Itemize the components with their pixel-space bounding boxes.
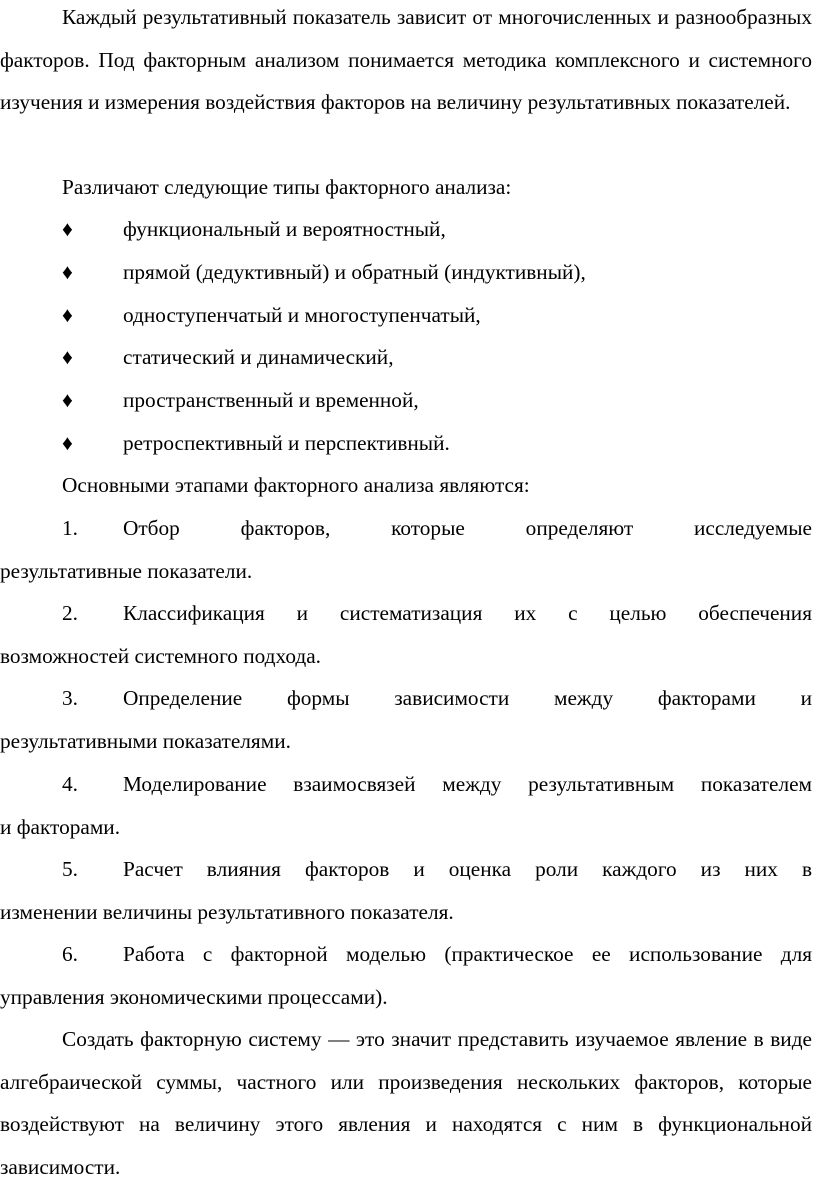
step-text-first-line: Классификация и систематизация их с целью обеспечения [123, 601, 812, 625]
step-text-first-line: Работа с факторной моделью (практическое ее использование для [123, 942, 812, 966]
diamond-bullet-icon: ♦ [62, 260, 73, 284]
list-item [0, 379, 812, 422]
list-item-text: одноступенчатый и многоступенчатый, [123, 303, 481, 327]
diamond-bullet-icon: ♦ [62, 303, 73, 327]
step-number: 4. [62, 772, 78, 796]
step-number: 5. [62, 857, 78, 881]
step-text-continuation: результативные показатели. [0, 558, 253, 583]
list-item-text: пространственный и временной, [123, 388, 419, 412]
step-text-first-line: Отбор факторов, которые определяют исследуемые [123, 516, 812, 540]
numbered-step [0, 933, 812, 1018]
numbered-step [0, 677, 812, 762]
diamond-bullet-icon: ♦ [62, 217, 73, 241]
conclusion-paragraph: Создать факторную систему — это значит представить изучаемое явление в виде алгебраической суммы, частного или произведения нескольких факторов, которые воздействуют на величину этого явления и находятся с ним в функциональной зависимости. [0, 1027, 812, 1180]
numbered-step [0, 507, 812, 592]
numbered-step [0, 592, 812, 677]
list-item [0, 422, 812, 465]
list-item [0, 336, 812, 379]
list-item [0, 208, 812, 251]
step-number: 3. [62, 686, 78, 710]
step-text-first-line: Моделирование взаимосвязей между результативным показателем [123, 772, 812, 796]
step-text-continuation: возможностей системного подхода. [0, 643, 322, 668]
step-text-first-line: Определение формы зависимости между факторами и [123, 686, 812, 710]
step-number: 6. [62, 942, 78, 966]
list-item-text: статический и динамический, [123, 345, 394, 369]
step-number: 2. [62, 601, 78, 625]
diamond-bullet-icon: ♦ [62, 345, 73, 369]
types-heading: Различают следующие типы факторного анализа: [62, 175, 512, 199]
step-text-continuation: изменении величины результативного показателя. [0, 899, 454, 924]
step-text-continuation: результативными показателями. [0, 728, 291, 753]
step-text-continuation: и факторами. [0, 814, 121, 839]
list-item [0, 294, 812, 337]
intro-paragraph: Каждый результативный показатель зависит от многочисленных и разнообразных факторов. Под факторным анализом понимается методика комплексного и системного изучения и измерения воздействия факторов на величину результативных показателей. [0, 5, 812, 115]
list-item-text: ретроспективный и перспективный. [123, 431, 450, 455]
step-text-first-line: Расчет влияния факторов и оценка роли каждого из них в [123, 857, 812, 881]
diamond-bullet-icon: ♦ [62, 431, 73, 455]
step-text-continuation: управления экономическими процессами). [0, 984, 388, 1009]
list-item-text: функциональный и вероятностный, [123, 217, 446, 241]
list-item-text: прямой (дедуктивный) и обратный (индуктивный), [123, 260, 586, 284]
step-number: 1. [62, 516, 78, 540]
diamond-bullet-icon: ♦ [62, 388, 73, 412]
stages-heading: Основными этапами факторного анализа являются: [62, 473, 530, 497]
numbered-step [0, 848, 812, 933]
numbered-step [0, 763, 812, 848]
list-item [0, 251, 812, 294]
